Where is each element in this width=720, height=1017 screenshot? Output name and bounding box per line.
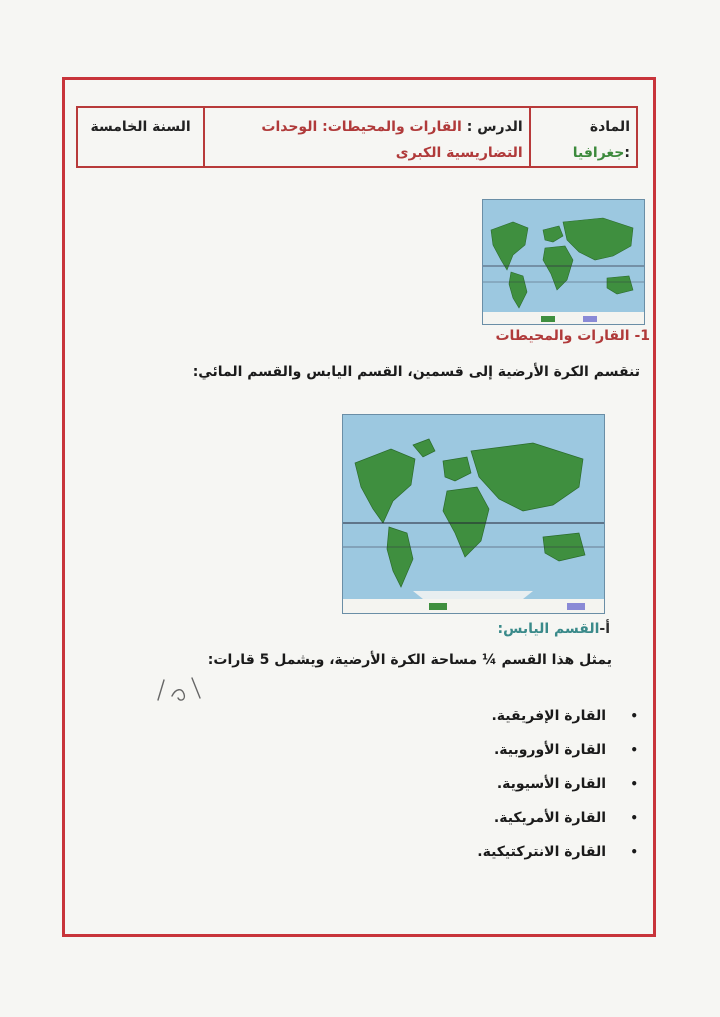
subsection-a-title [497,621,610,637]
list-item: • القارة الأسيوية. [477,772,624,806]
subject-cell [529,108,636,166]
subsection-a-prefix: أ- [599,621,610,637]
list-item: • القارة الأوروبية. [477,738,624,772]
level-cell [78,108,203,166]
header-table [76,106,638,168]
subsection-a-title-text: القسم اليابس: [497,621,600,637]
subsection-a-paragraph: يمثل هذا القسم ¼ مساحة الكرة الأرضية، ويشمل 5 قارات: [207,652,612,668]
list-item: • القارة الانتركتيكية. [477,840,624,874]
handwritten-mark [150,670,210,710]
section-1-title-text: القارات والمحيطات [495,328,630,344]
list-item: • القارة الأمريكية. [477,806,624,840]
level-value: السنة الخامسة [90,119,191,135]
subject-value: جغرافيا [572,145,625,161]
world-map-large [342,414,605,614]
world-map-small [482,199,645,325]
lesson-value: القارات والمحيطات: الوحدات التضاريسية الكبرى [261,119,523,161]
continents-list [477,704,624,874]
section-1-title [495,328,650,344]
subject-label: المادة : [589,119,630,161]
section-1-number: 1- [634,328,650,344]
lesson-label: الدرس : [466,119,523,135]
list-item: • القارة الإفريقية. [477,704,624,738]
lesson-cell [203,108,529,166]
section-1-intro: تنقسم الكرة الأرضية إلى قسمين، القسم اليابس والقسم المائي: [192,364,640,380]
